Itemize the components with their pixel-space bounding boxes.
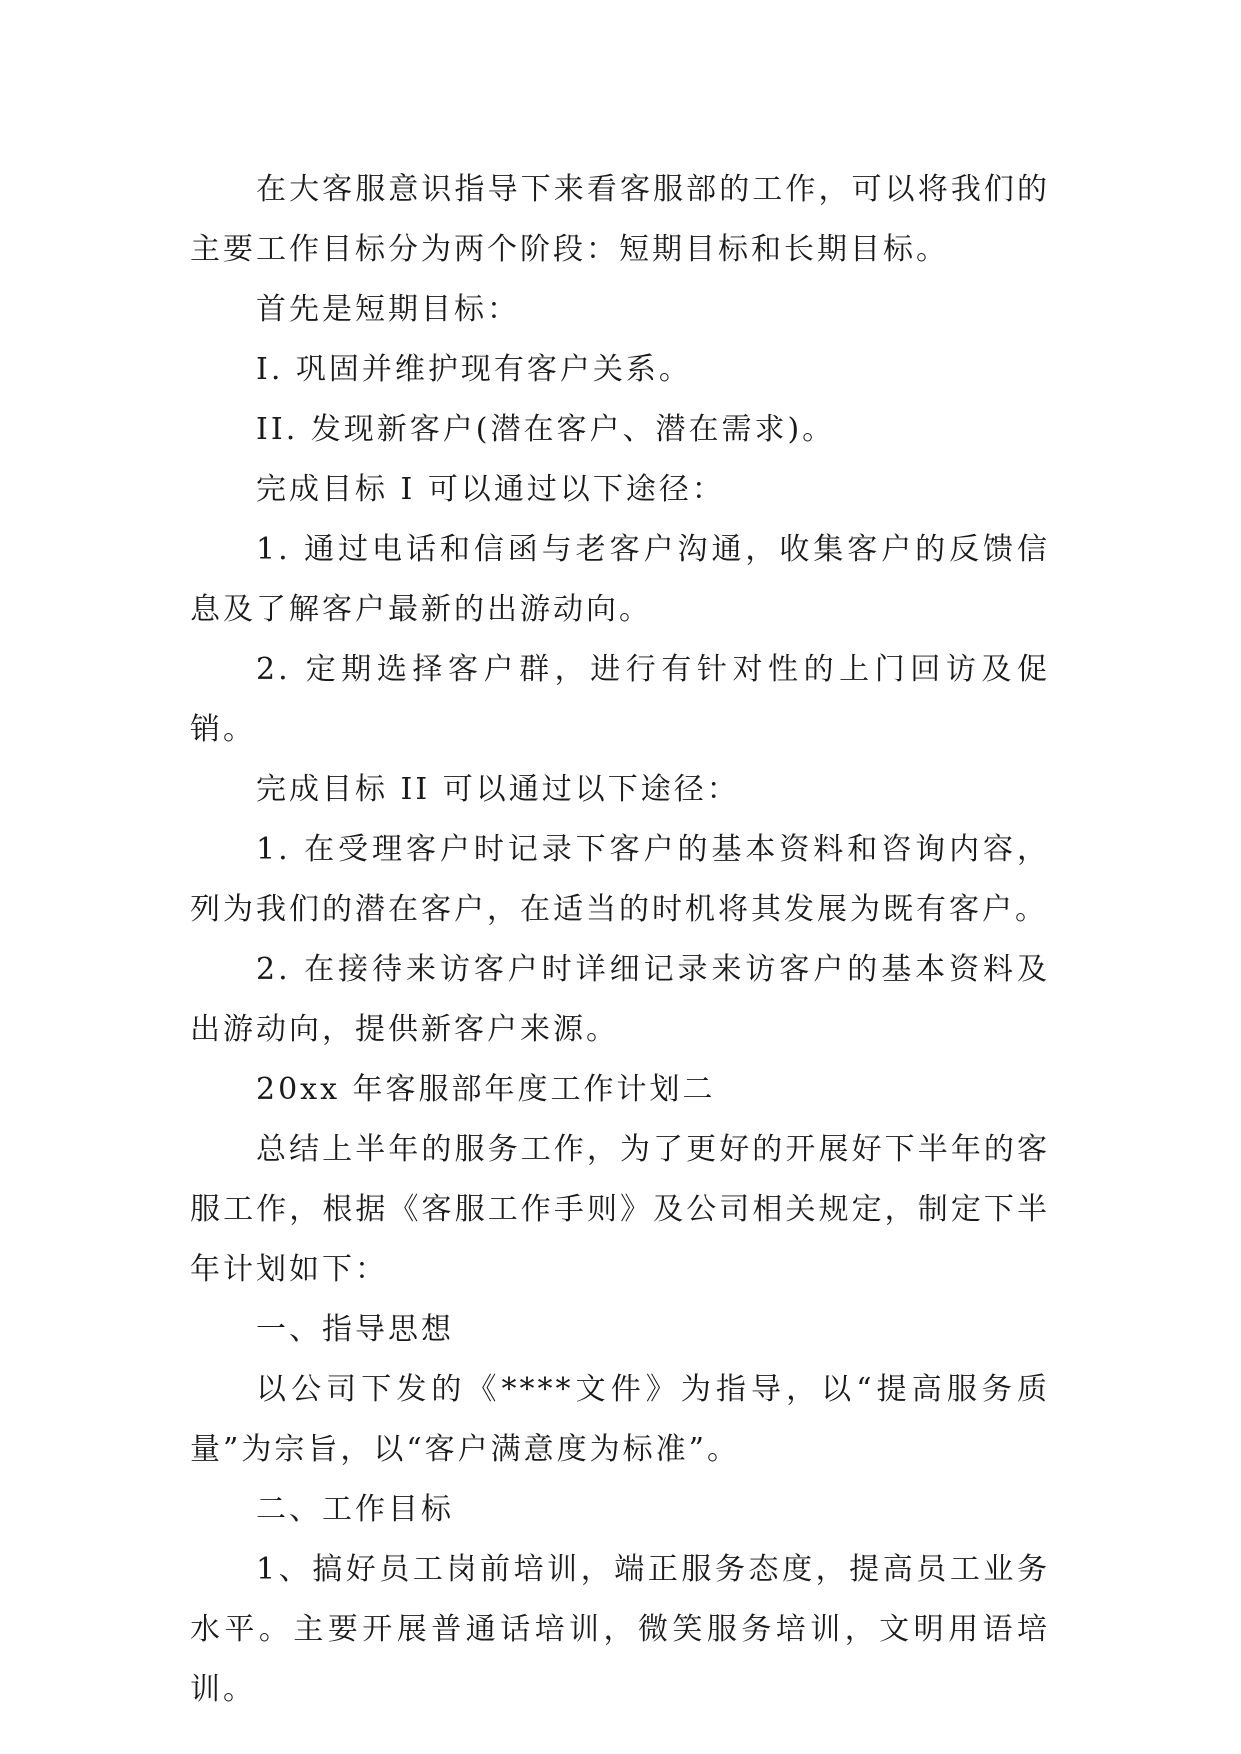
paragraph-summary: 总结上半年的服务工作，为了更好的开展好下半年的客服工作，根据《客服工作手则》及公司相关规定，制定下半年计划如下： bbox=[190, 1132, 1050, 1287]
paragraph-goal-i: I. 巩固并维护现有客户关系。 bbox=[256, 352, 692, 387]
document-body bbox=[190, 160, 1050, 1720]
heading-work-goals: 二、工作目标 bbox=[256, 1492, 454, 1527]
paragraph-goal-ii: II. 发现新客户(潜在客户、潜在需求)。 bbox=[256, 412, 836, 447]
paragraph-intro: 在大客服意识指导下来看客服部的工作，可以将我们的主要工作目标分为两个阶段：短期目标和长期目标。 bbox=[190, 172, 1050, 267]
paragraph-goal-ii-item-1: 1. 在受理客户时记录下客户的基本资料和咨询内容，列为我们的潜在客户，在适当的时机将其发展为既有客户。 bbox=[190, 832, 1050, 927]
paragraph-goal-i-item-2: 2. 定期选择客户群，进行有针对性的上门回访及促销。 bbox=[190, 652, 1050, 747]
paragraph-guiding-idea: 以公司下发的《****文件》为指导，以“提高服务质量”为宗旨，以“客户满意度为标准”。 bbox=[190, 1372, 1050, 1467]
paragraph-work-goal-1: 1、搞好员工岗前培训，端正服务态度，提高员工业务水平。主要开展普通话培训，微笑服务培训，文明用语培训。 bbox=[190, 1552, 1050, 1707]
paragraph-short-term-heading: 首先是短期目标： bbox=[256, 292, 520, 327]
heading-guiding-idea: 一、指导思想 bbox=[256, 1312, 454, 1347]
paragraph-goal-i-ways: 完成目标 I 可以通过以下途径： bbox=[256, 472, 725, 507]
paragraph-goal-ii-ways: 完成目标 II 可以通过以下途径： bbox=[256, 772, 740, 807]
paragraph-goal-ii-item-2: 2. 在接待来访客户时详细记录来访客户的基本资料及出游动向，提供新客户来源。 bbox=[190, 952, 1050, 1047]
paragraph-goal-i-item-1: 1. 通过电话和信函与老客户沟通，收集客户的反馈信息及了解客户最新的出游动向。 bbox=[190, 532, 1050, 627]
section-title: 20xx 年客服部年度工作计划二 bbox=[256, 1072, 716, 1107]
